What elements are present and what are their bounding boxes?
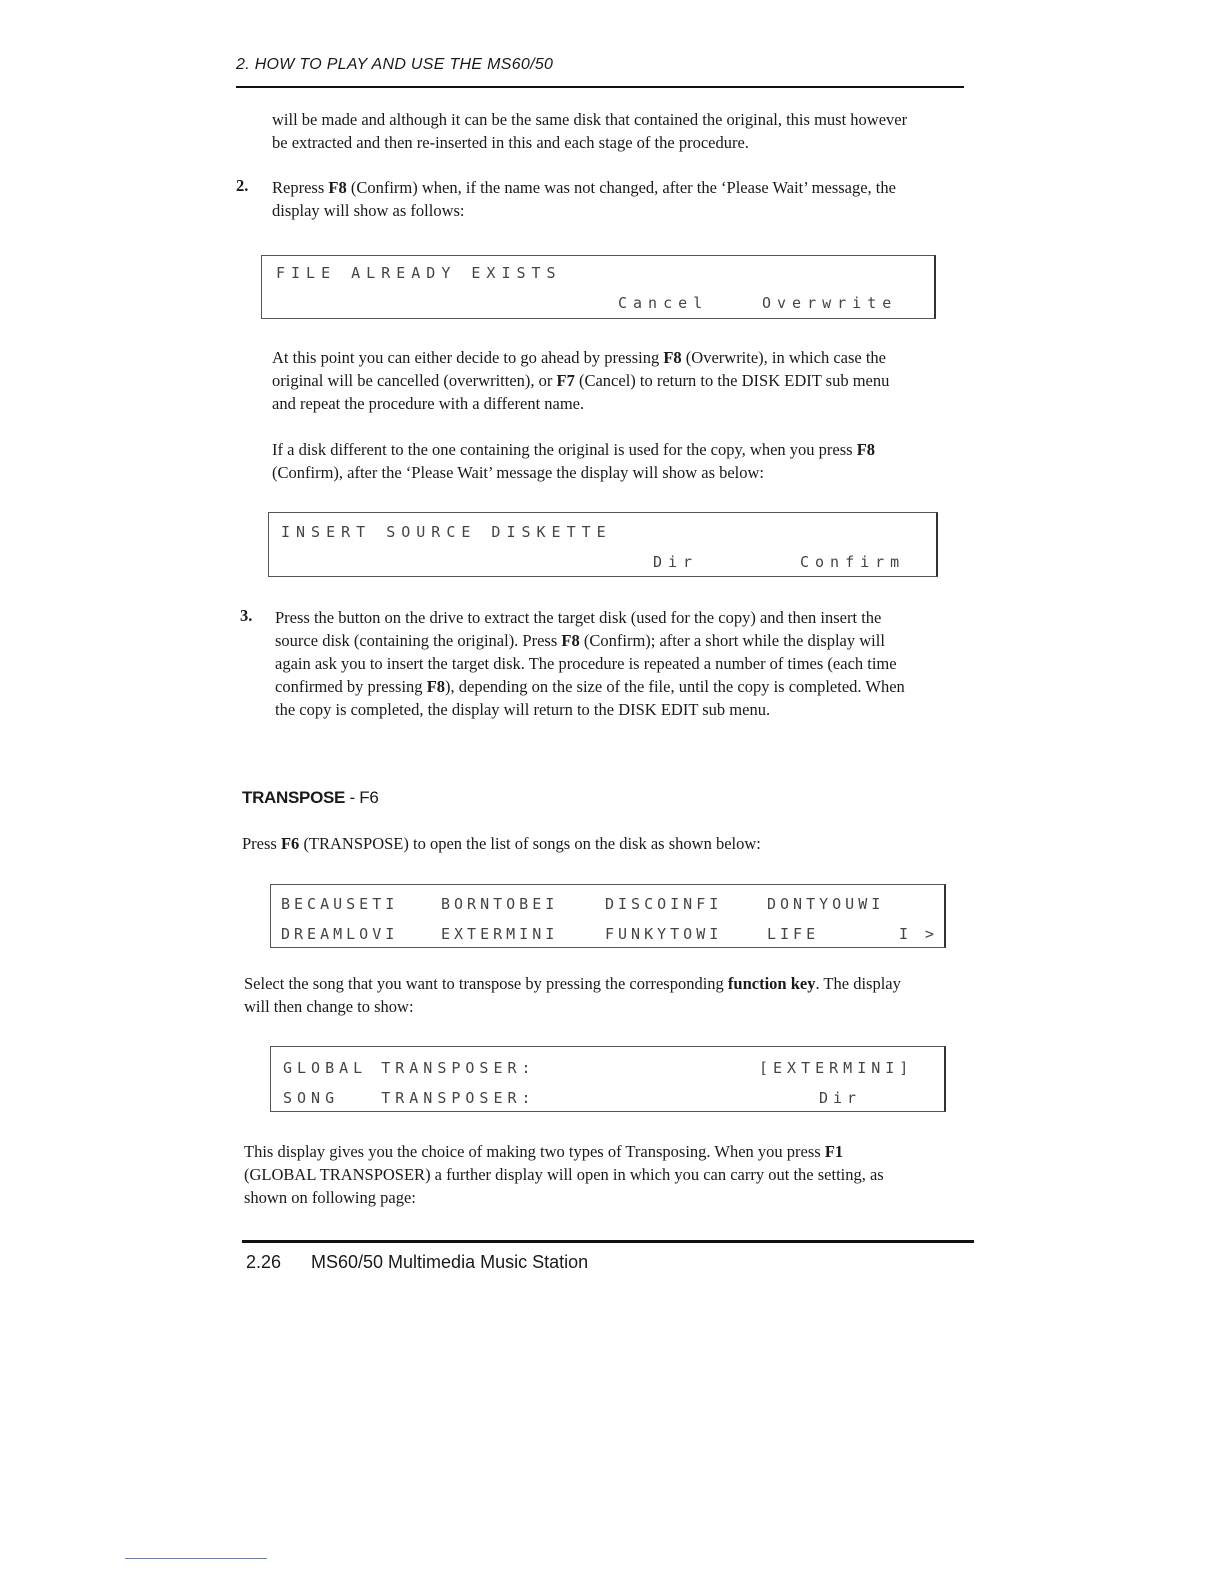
lcd-dir-option: Dir (819, 1089, 862, 1107)
key-f8: F8 (856, 440, 876, 459)
lcd-confirm-option: Confirm (800, 553, 906, 571)
overwrite-paragraph (272, 346, 972, 415)
step-3-number: 3. (240, 606, 253, 625)
running-header: 2. HOW TO PLAY AND USE THE MS60/50 (236, 56, 554, 73)
step-3-line-1: Press the button on the drive to extract the target disk (used for the copy) and then insert the (275, 608, 882, 627)
song-item: BECAUSETI (281, 895, 399, 913)
overwrite-line-1: At this point you can either decide to go ahead by pressing F8 (Overwrite), in which case the (272, 348, 887, 367)
song-item: BORNTOBEI (441, 895, 559, 913)
song-item: EXTERMINI (441, 925, 559, 943)
key-f8: F8 (426, 677, 446, 696)
select-line-1: Select the song that you want to transpose by pressing the corresponding function key. The display (244, 974, 901, 993)
key-f6: F6 (280, 834, 300, 853)
section-subtitle: - F6 (345, 788, 379, 807)
key-f1: F1 (824, 1142, 844, 1161)
section-title: TRANSPOSE - F6 (242, 788, 379, 807)
intro-line-1: will be made and although it can be the same disk that contained the original, this must however (272, 110, 908, 129)
choice-line-1: This display gives you the choice of making two types of Transposing. When you press F1 (244, 1142, 844, 1161)
function-key-term: function key (727, 974, 816, 993)
song-item: DREAMLOVI (281, 925, 399, 943)
lcd-file-exists (261, 255, 936, 319)
key-f8: F8 (663, 348, 682, 367)
header-rule (236, 86, 964, 88)
step-2-number: 2. (236, 176, 249, 195)
select-line-2: will then change to show: (244, 997, 414, 1016)
intro-line-2: be extracted and then re-inserted in this and each stage of the procedure. (272, 133, 749, 152)
step-3-line-5: the copy is completed, the display will return to the DISK EDIT sub menu. (275, 700, 771, 719)
different-disk-line-2: (Confirm), after the ‘Please Wait’ message the display will show as below: (272, 463, 765, 482)
global-transposer-label: GLOBAL TRANSPOSER: (283, 1059, 536, 1077)
lcd-overwrite-option: Overwrite (762, 294, 898, 312)
lcd-message: INSERT SOURCE DISKETTE (281, 523, 612, 541)
lcd-dir-option: Dir (653, 553, 699, 571)
song-item: DONTYOUWI (767, 895, 885, 913)
overwrite-line-2: original will be cancelled (overwritten), or F7 (Cancel) to return to the DISK EDIT sub menu (272, 371, 890, 390)
step-2-paragraph (272, 176, 972, 222)
more-songs-indicator: I > (899, 925, 939, 943)
different-disk-line-1: If a disk different to the one containing the original is used for the copy, when you press F8 (272, 440, 876, 459)
song-item: DISCOINFI (605, 895, 723, 913)
page-number: 2.26 (246, 1252, 282, 1272)
lcd-insert-source (268, 512, 938, 577)
key-f8: F8 (561, 631, 580, 650)
key-f7: F7 (556, 371, 575, 390)
song-item: LIFE (767, 925, 820, 943)
transpose-intro: Press F6 (TRANSPOSE) to open the list of songs on the disk as shown below: (242, 834, 761, 853)
lcd-message: FILE ALREADY EXISTS (276, 264, 562, 282)
different-disk-paragraph (272, 438, 972, 484)
step-3-line-3: again ask you to insert the target disk. The procedure is repeated a number of times (each time (275, 654, 897, 673)
song-transposer-label: SONG TRANSPOSER: (283, 1089, 536, 1107)
footer-rule (242, 1240, 974, 1243)
select-paragraph (244, 972, 974, 1018)
choice-line-3: shown on following page: (244, 1188, 416, 1207)
step-3-line-2: source disk (containing the original). Press F8 (Confirm); after a short while the display will (275, 631, 885, 650)
step-2-line-2: display will show as follows: (272, 201, 465, 220)
footnote-divider (125, 1558, 267, 1559)
lcd-cancel-option: Cancel (618, 294, 709, 312)
selected-song-name: [EXTERMINI] (759, 1059, 914, 1077)
choice-paragraph (244, 1140, 974, 1209)
lcd-song-list (270, 884, 946, 948)
step-3-line-4: confirmed by pressing F8), depending on the size of the file, until the copy is completed. When (275, 677, 905, 696)
lcd-transposer (270, 1046, 946, 1112)
intro-paragraph (272, 108, 972, 154)
key-f8: F8 (328, 178, 347, 197)
song-item: FUNKYTOWI (605, 925, 723, 943)
footer-title: MS60/50 Multimedia Music Station (311, 1252, 589, 1272)
choice-line-2: (GLOBAL TRANSPOSER) a further display will open in which you can carry out the setting, as (244, 1165, 884, 1184)
step-2-line-1: Repress F8 (Confirm) when, if the name was not changed, after the ‘Please Wait’ message, the (272, 178, 896, 197)
step-3-paragraph (275, 606, 975, 721)
overwrite-line-3: and repeat the procedure with a different name. (272, 394, 585, 413)
